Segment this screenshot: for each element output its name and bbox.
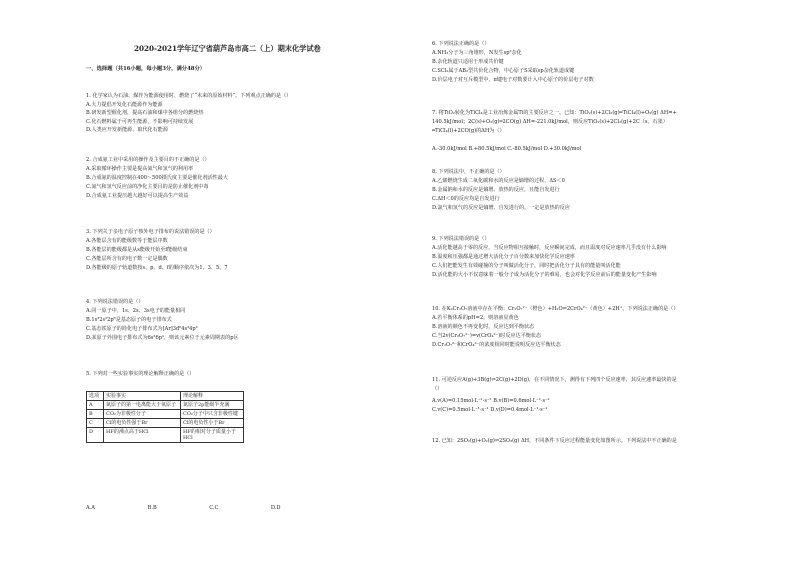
text-line: C.各能层所含有的电子数一定是偶数 (86, 256, 168, 262)
page-title: 2020-2021学年辽宁省葫芦岛市高二（上）期末化学试卷 (134, 44, 321, 53)
table-row (87, 419, 244, 428)
text-line: B.金属钠和水的反应是熵增、放热的反应，且能自发进行 (432, 187, 560, 193)
text-line: C.v(C)=0.5mol·L⁻¹·s⁻¹ D.v(D)=0.4mol·L⁻¹·s⁻¹ (432, 407, 548, 413)
table-header-row (87, 392, 244, 401)
option-b: B.B (147, 505, 157, 511)
text-line: 1. 化学家认为石油、煤作为能源使用时，燃烧了“未来的原始材料”。下列观点正确的是（） (86, 93, 292, 99)
text-line: 12. 已知：2SO₂(g)+O₂(g)⇌2SO₃(g) ΔH，不同条件下反应过程能量变化如图所示。下列说法中不正确的是 (432, 438, 677, 444)
text-line: B.合成氨的温度控制在400～500摄氏度主要是催化剂活性最大 (86, 175, 228, 181)
text-line: C.SCl₂属于AB₂型共价化合物，中心原子S采取sp杂化轨道成键 (432, 68, 575, 74)
text-line: ═TiCl₄(l)+2CO(g)的ΔH为（） (432, 128, 505, 134)
table-header-cell: 选项 (87, 392, 104, 401)
text-line: A.若平衡体系的pH=2，则溶液显黄色 (432, 315, 519, 321)
text-line: A.-30.0kJ/mol B.+80.5kJ/mol C.-80.5kJ/mol D.+30.0kJ/mol (432, 146, 582, 152)
text-line: C.人们把能发生有效碰撞的分子叫做活化分子，同时把活化分子具有的能量叫活化能 (432, 263, 621, 269)
text-line: A.同一原子中，1s、2s、3s电子的能量相同 (86, 308, 186, 314)
text-line: B.温度和压强都是通过增大活化分子百分数来加快化学反应速率 (432, 254, 575, 260)
text-line: C.ΔH＜0的反应均是自发进行 (432, 196, 500, 202)
table-cell: D (87, 428, 104, 443)
q5-table (86, 391, 244, 443)
text-line: C.当2v(Cr₂O₇²⁻)=v(CrO₄²⁻)时反应达平衡状态 (432, 333, 541, 339)
text-line: D.某原子外围电子排布式为6s²6p¹，则该元素位于元素周期表的p区 (86, 335, 239, 341)
table-row (87, 410, 244, 419)
text-line: C.基态铁原子的简化电子排布式为[Ar]3d⁶4s²4p² (86, 326, 198, 332)
text-line: C.化石燃料属于可再生能源，不影响可持续发展 (86, 119, 194, 125)
text-line: 3. 下列关于多电子原子核外电子排布的说法错误的是（） (86, 229, 215, 235)
table-header-cell: 实验事实 (104, 392, 181, 401)
text-line: D.各能级的原子轨道数按s、p、d、f的顺序依次为1、3、5、7 (86, 265, 228, 271)
text-line: 6. 下列说法正确的是（） (432, 41, 490, 47)
text-line: 4. 下列说法错误的是（） (86, 299, 144, 305)
table-row (87, 428, 244, 443)
table-cell: A (87, 401, 104, 410)
text-line: A.大力提倡开发化石能源作为能源 (86, 102, 163, 108)
text-line: D.人类应开发新能源，取代化石能源 (86, 127, 168, 133)
text-line: 140.5kJ/mol；2C(s)+O₂(g)═2CO(g) ΔH=-221.0kJ/mol，则反应TiO₂(s)+2Cl₂(g)+2C（s，石墨） (432, 119, 668, 125)
section-heading: 一、选择题（共16小题，每小题3分，满分48分） (86, 66, 206, 72)
table-row (87, 401, 244, 410)
text-line: B.研发新型催化剂，提高石油和煤中各组分的燃烧热 (86, 110, 204, 116)
text-line: 10. 在K₂Cr₂O₇溶液中存在平衡：Cr₂O₇²⁻（橙色）+H₂O⇌2CrO₄²⁻（黄色）+2H⁺。下列说法正确的是（） (432, 306, 679, 312)
option-a: A.A (86, 505, 95, 511)
table-cell: 氮原子的第一电离能大于氧原子 (104, 401, 181, 410)
text-line: 9. 下列说法错误的是（） (432, 236, 490, 242)
text-line: A.各能层含有的能级数等于能层序数 (86, 238, 168, 244)
table-cell: 氮原子2p能级半充满 (181, 401, 244, 410)
table-cell: Cl的电负性强于Br (104, 419, 181, 428)
table-cell: Cl的电负性小于Br (181, 419, 244, 428)
text-line: 5. 下列对一些实验事实的理论解释正确的是（） (86, 371, 195, 377)
text-line: B.1s²2s²2p⁶是基态原子的电子排布式 (86, 317, 172, 323)
text-line: A.NH₃分子为三角锥形，N发生sp²杂化 (432, 50, 522, 56)
text-line: D.价层电子对互斥模型中，π键电子对数要计入中心原子的价层电子对数 (432, 77, 594, 83)
text-line: B.各能层的能级都是从s能级开始至f能级结束 (86, 247, 188, 253)
text-line: 11. 可逆反应A(g)+3B(g)⇌2C(g)+2D(g)，在不同情况下，测得有下列四个反应速率，其反应速率最快的是 (432, 377, 677, 383)
table-header-cell: 理论解释 (181, 392, 244, 401)
text-line: A.活化能越高于零的反应，当反应物相互接触时，反应瞬间完成，而且温度对反应速率几乎没有什么影响 (432, 245, 667, 251)
text-line: D.合成氨工业提压越大越好可以提高生产效益 (86, 193, 189, 199)
table-cell: C (87, 419, 104, 428)
table-cell: HF的相对分子质量小于HCl (181, 428, 244, 443)
text-line: B.溶液的颜色不再变化时，反应达到平衡状态 (432, 324, 535, 330)
text-line: A.v(A)=0.15mol·L⁻¹·s⁻¹ B.v(B)=0.6mol·L⁻¹·s⁻¹ (432, 398, 550, 404)
option-d: D.D (270, 505, 281, 511)
text-line: D.氯气和氢气的反应是熵增、自发进行的，一定是放热的反应 (432, 205, 570, 211)
text-line: 2. 合成氨工业中采用的操作及主要目的不正确的是（） (86, 157, 210, 163)
table-cell: B (87, 410, 104, 419)
text-line: D.Cr₂O₇²⁻和CrO₄²⁻的浓度相同时能说明反应达平衡状态 (432, 342, 561, 348)
option-c: C.C (209, 505, 219, 511)
table-cell: CO₂为非极性分子 (104, 410, 181, 419)
text-line: A.采取循环操作主要是提高氮气和氢气的利用率 (86, 166, 194, 172)
text-line: 8. 下列说法中，不正确的是（） (432, 169, 505, 175)
text-line: A.乙烯燃烧生成二氧化碳和水的反应是熵增的过程，ΔS＜0 (432, 178, 565, 184)
text-line: B.杂化轨道只适用于形成共价键 (432, 59, 504, 65)
table-cell: HF的沸点高于HCl (104, 428, 181, 443)
q5-options (86, 505, 331, 511)
table-cell: CO₂分子中只含非极性键 (181, 410, 244, 419)
text-line: 7. 将TiO₂转化为TiCl₄是工业冶炼金属Ti的主要反应之一。已知：TiO₂(s)+2Cl₂(g)═TiCl₄(l)+O₂(g) ΔH=+ (432, 110, 677, 116)
text-line: C.氮气和氢气反应前的净化主要目的是防止催化剂中毒 (86, 184, 209, 190)
text-line: D.活化能的大小不仅意味着一般分子成为活化分子的难易，也会对化学反应前后的能量变化产生影响 (432, 272, 657, 278)
text-line: （） (432, 386, 443, 392)
